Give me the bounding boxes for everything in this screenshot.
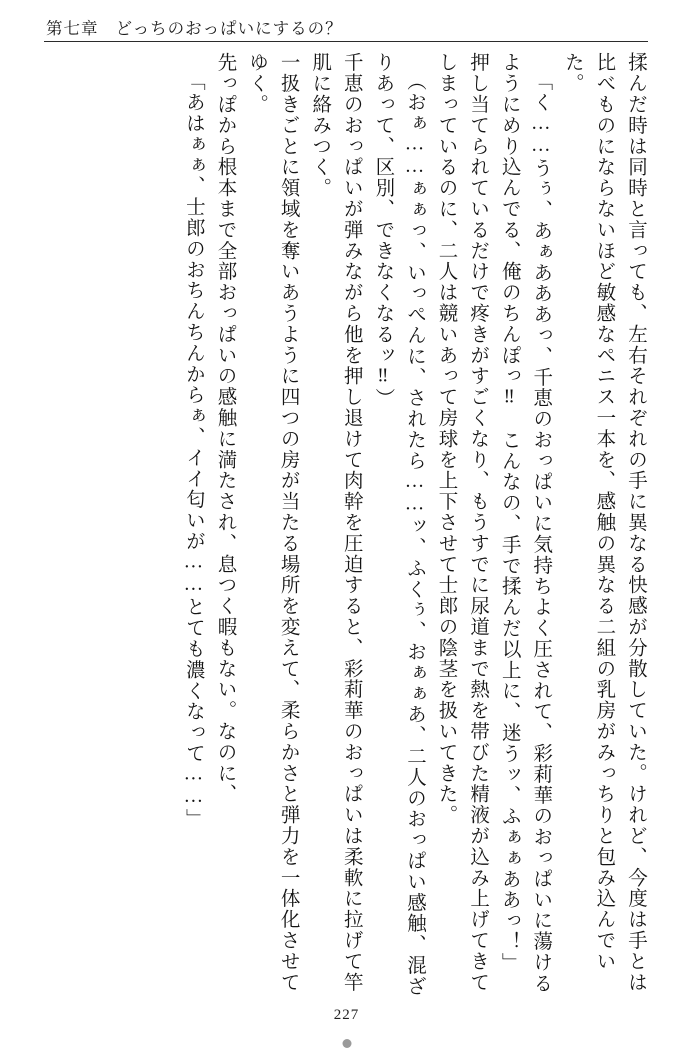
chapter-number-label: 第七章: [46, 19, 99, 38]
page-header: [0, 10, 693, 44]
body-text-area: [44, 52, 651, 1007]
paragraph: 押し当てられているだけで疼きがすごくなり、もうすでに尿道まで熱を帯びた精液が込み上げてきてしまっているのに、二人は競いあって房球を上下させて士郎の陰茎を扱いてきた。: [435, 52, 489, 993]
paragraph: （おぁ……ぁぁっ、いっぺんに、されたら……ッ、ふくぅ、おぁぁあ、二人のおっぱい感触、混ざりあって、区別、できなくなるッ‼）: [372, 52, 425, 997]
paragraph: 「く……うぅ、あぁあああっ、千恵のおっぱいに気持ちよく圧されて、彩莉華のおっぱいに蕩けるようにめり込んでる、俺のちんぽっ‼ こんなの、手で揉んだ以上に、迷うッ、ふぁぁああっ！」: [498, 52, 552, 994]
footer-dot-icon: [342, 1039, 351, 1048]
header-divider: [44, 41, 648, 42]
paragraph: 「あはぁぁ、士郎のおちんちんからぁ、イイ匂いが……とても濃くなって……」: [182, 71, 204, 830]
paragraph: 一扱きごとに領域を奪いあうように四つの房が当たる場所を変えて、柔らかさと弾力を一体化させてゆく。: [246, 52, 299, 993]
paragraph: 揉んだ時は同時と言っても、左右それぞれの手に異なる快感が分散していた。けれど、今度は手とは比べものにならないほど敏感なペニス一本を、感触の異なる二組の乳房がみっちりと包み込んでいた。: [561, 52, 646, 993]
vertical-text-block: [44, 52, 651, 1004]
page-number: 227: [333, 1007, 360, 1023]
paragraph: 先っぽから根本まで全部おっぱいの感触に満たされ、息つく暇もない。なのに、: [214, 52, 236, 805]
paragraph: 千恵のおっぱいが弾みながら他を押し退けて肉幹を圧迫すると、彩莉華のおっぱいは柔軟に拉げて竿肌に絡みつく。: [309, 52, 362, 993]
chapter-title: どっちのおっぱいにするの？: [115, 19, 343, 38]
